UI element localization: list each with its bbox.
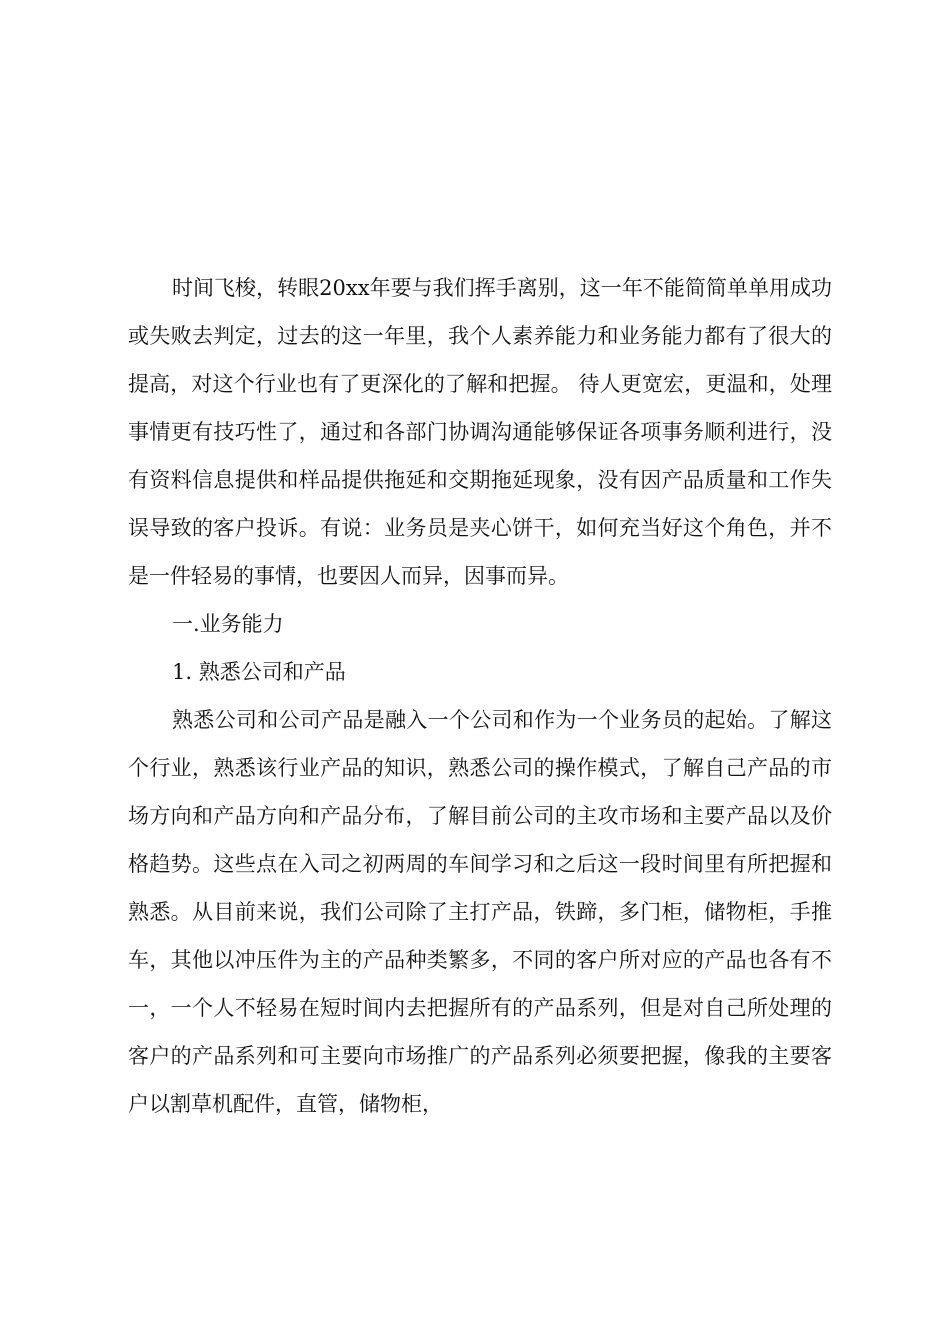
section-heading-business-ability: 一.业务能力 xyxy=(172,612,284,636)
subsection-heading-company-products: 1. 熟悉公司和产品 xyxy=(172,660,346,684)
document-body xyxy=(128,264,832,1128)
paragraph-intro: 时间飞梭，转眼20xx年要与我们挥手离别，这一年不能简简单单用成功或失败去判定，过去的这一年里，我个人素养能力和业务能力都有了很大的提高，对这个行业也有了更深化的了解和把握。 待人更宽宏，更温和，处理事情更有技巧性了，通过和各部门协调沟通能够保证各项事务顺利进行，没有资料信息提供和样品提供拖延和交期拖延现象，没有因产品质量和工作失误导致的客户投诉。有说：业务员是夹心饼干，如何充当好这个角色，并不是一件轻易的事情，也要因人而异，因事而异。 xyxy=(128,276,832,588)
paragraph-company-products: 熟悉公司和公司产品是融入一个公司和作为一个业务员的起始。了解这个行业，熟悉该行业产品的知识，熟悉公司的操作模式，了解自己产品的市场方向和产品方向和产品分布，了解目前公司的主攻市场和主要产品以及价格趋势。这些点在入司之初两周的车间学习和之后这一段时间里有所把握和熟悉。从目前来说，我们公司除了主打产品，铁蹄，多门柜，储物柜，手推车，其他以冲压件为主的产品种类繁多，不同的客户所对应的产品也各有不一，一个人不轻易在短时间内去把握所有的产品系列，但是对自己所处理的客户的产品系列和可主要向市场推广的产品系列必须要把握，像我的主要客户以割草机配件，直管，储物柜， xyxy=(128,708,832,1116)
